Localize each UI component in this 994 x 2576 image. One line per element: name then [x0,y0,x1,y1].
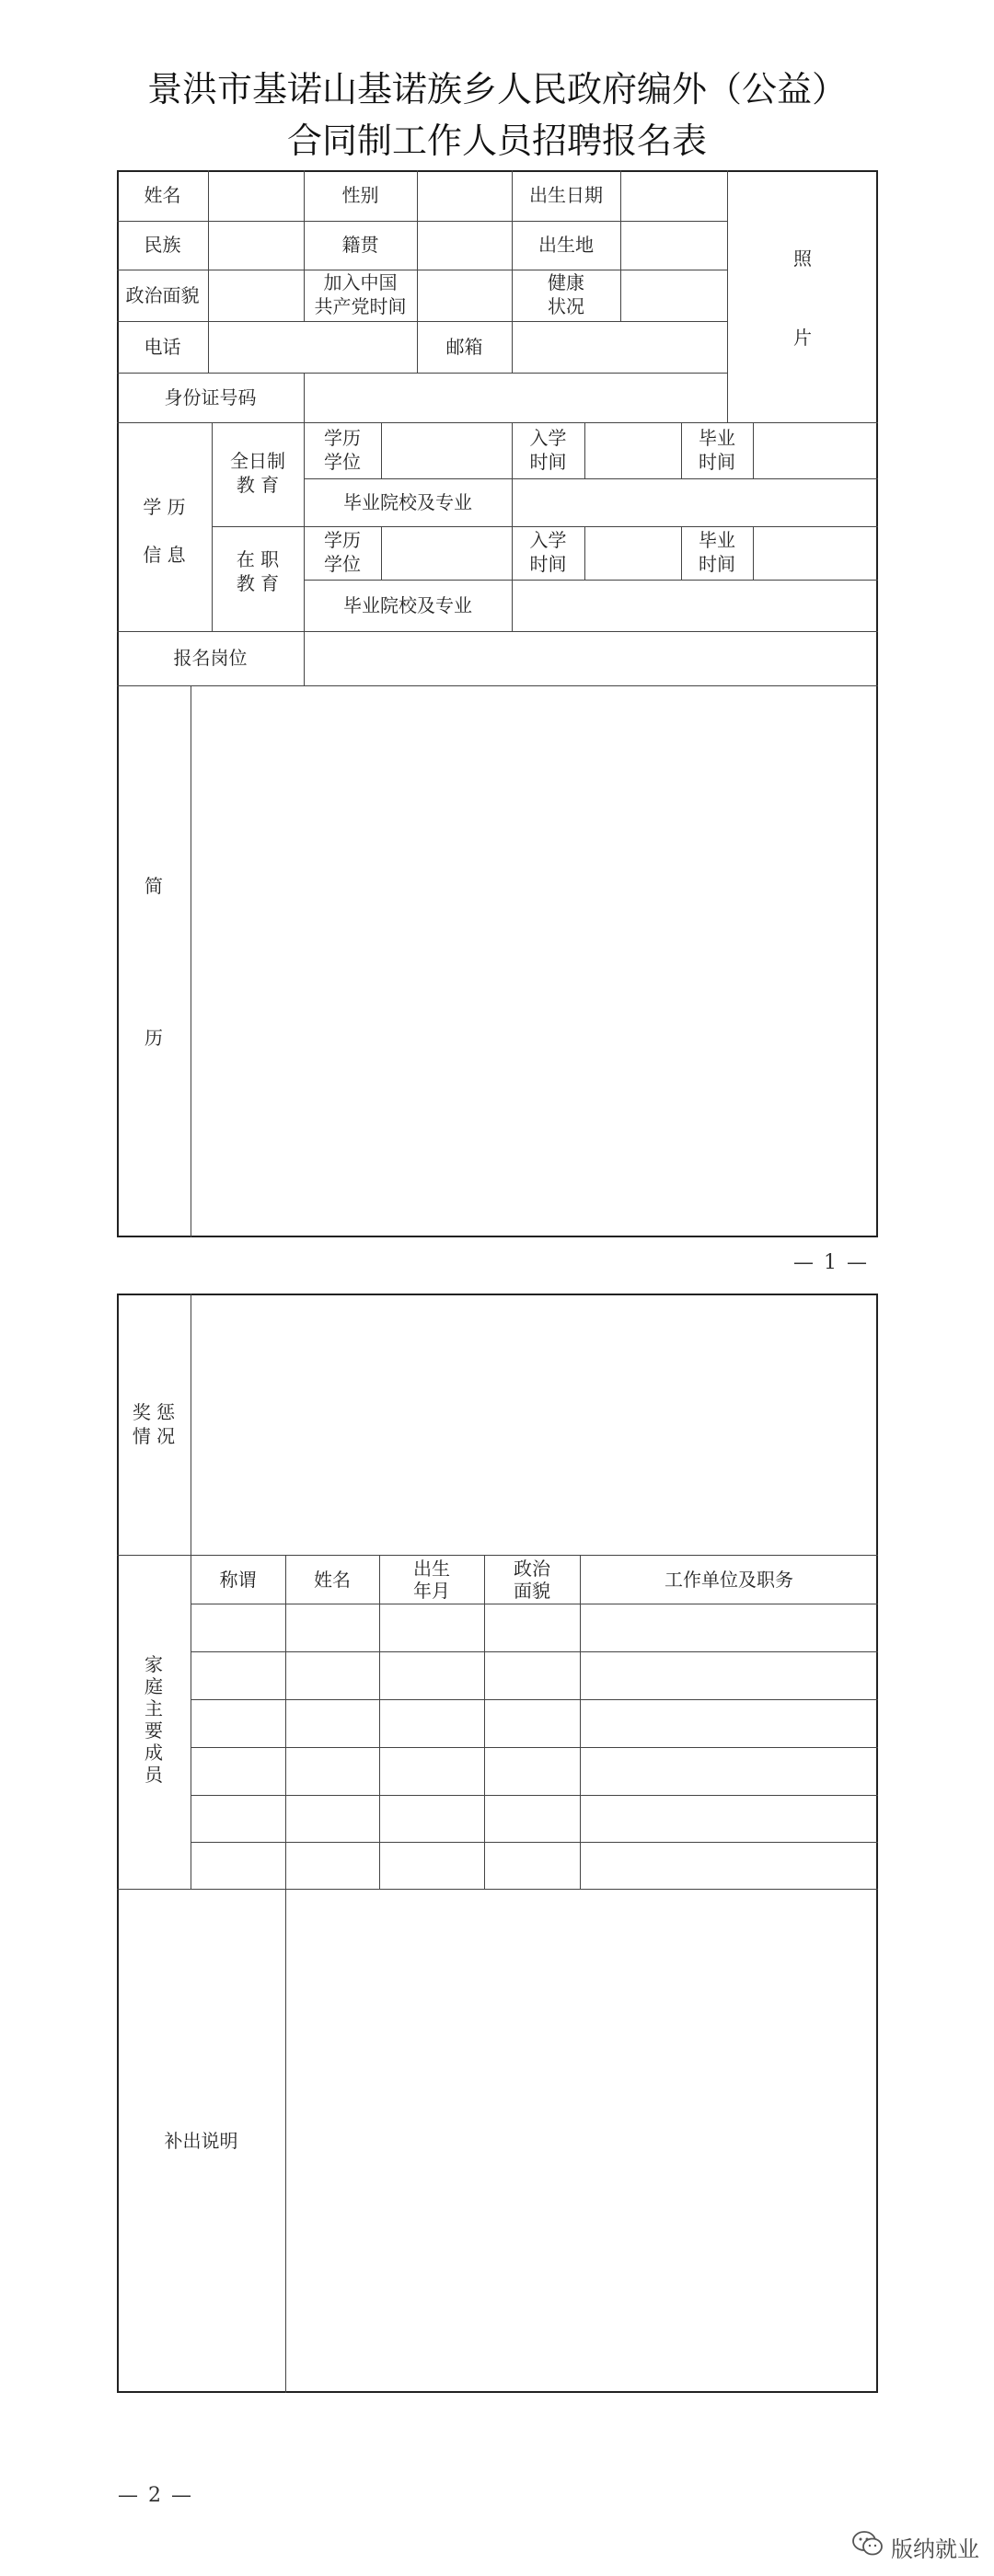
label-party-join-line2: 共产党时间 [314,295,407,317]
label-political-status: 政治面貌 [125,284,200,306]
fulltime-school-major: 毕业院校及专业 [343,491,472,513]
wechat-icon [852,2530,891,2563]
family-header-political-line2: 面貌 [514,1580,550,1602]
photo-label-char1: 照 [793,247,812,270]
inservice-school-major: 毕业院校及专业 [343,594,472,616]
family-label-char1: 家 [144,1653,163,1675]
label-name: 姓名 [144,184,181,206]
page-number-1: — 1 — [793,1251,869,1274]
family-header-relation: 称谓 [219,1569,257,1591]
education-section-line1: 学 历 [143,496,186,518]
form-title-line2: 合同制工作人员招聘报名表 [286,121,707,161]
inservice-enroll-line1: 入学 [529,529,567,551]
page-number-2: — 2 — [118,2484,193,2507]
family-label-char5: 成 [144,1742,163,1764]
resume-label-char2: 历 [144,1027,163,1049]
label-id-number: 身份证号码 [164,386,257,408]
supplement-label: 补出说明 [164,2130,238,2152]
family-header-work-unit: 工作单位及职务 [665,1569,793,1591]
fulltime-enroll-line1: 入学 [529,427,567,449]
page2-form-table [117,1294,878,2393]
fulltime-grad-line1: 毕业 [699,427,735,449]
family-header-name: 姓名 [314,1569,351,1591]
fulltime-degree-line2: 学位 [324,451,361,473]
label-health-line1: 健康 [548,271,584,293]
label-party-join-line1: 加入中国 [323,271,398,293]
inservice-grad-line1: 毕业 [699,529,735,551]
inservice-edu-line1: 在 职 [236,548,280,570]
fulltime-edu-line2: 教 育 [236,474,280,496]
label-birthplace: 出生地 [538,234,594,256]
family-header-political-line1: 政治 [514,1558,550,1580]
inservice-edu-line2: 教 育 [236,572,280,594]
label-birth-date: 出生日期 [529,184,603,206]
photo-label-char2: 片 [793,327,812,349]
awards-label-line1: 奖 惩 [132,1401,176,1423]
label-ethnicity: 民族 [144,234,181,256]
fulltime-grad-line2: 时间 [699,451,735,473]
education-section-line2: 信 息 [143,544,186,566]
label-position: 报名岗位 [173,647,248,669]
inservice-grad-line2: 时间 [699,553,735,575]
family-header-birth-line1: 出生 [413,1558,450,1580]
family-header-birth-line2: 年月 [413,1580,450,1602]
fulltime-degree-line1: 学历 [324,427,361,449]
fulltime-enroll-line2: 时间 [529,451,567,473]
inservice-degree-line1: 学历 [324,529,361,551]
label-phone: 电话 [144,336,181,358]
watermark [852,2530,979,2563]
resume-label-char1: 简 [144,875,163,897]
fulltime-edu-line1: 全日制 [230,450,285,472]
family-label-char6: 员 [144,1764,163,1786]
family-label-char2: 庭 [144,1675,163,1697]
form-title-line1: 景洪市基诺山基诺族乡人民政府编外（公益） [146,69,847,109]
family-label-char4: 要 [144,1719,163,1742]
watermark-text: 版纳就业 [891,2536,979,2562]
label-health-line2: 状况 [548,295,584,317]
family-label-char3: 主 [144,1697,163,1719]
inservice-enroll-line2: 时间 [529,553,567,575]
awards-label-line2: 情 况 [132,1425,176,1447]
label-native-place: 籍贯 [341,234,379,256]
label-email: 邮箱 [445,336,483,358]
inservice-degree-line2: 学位 [324,553,361,575]
label-gender: 性别 [341,184,379,206]
